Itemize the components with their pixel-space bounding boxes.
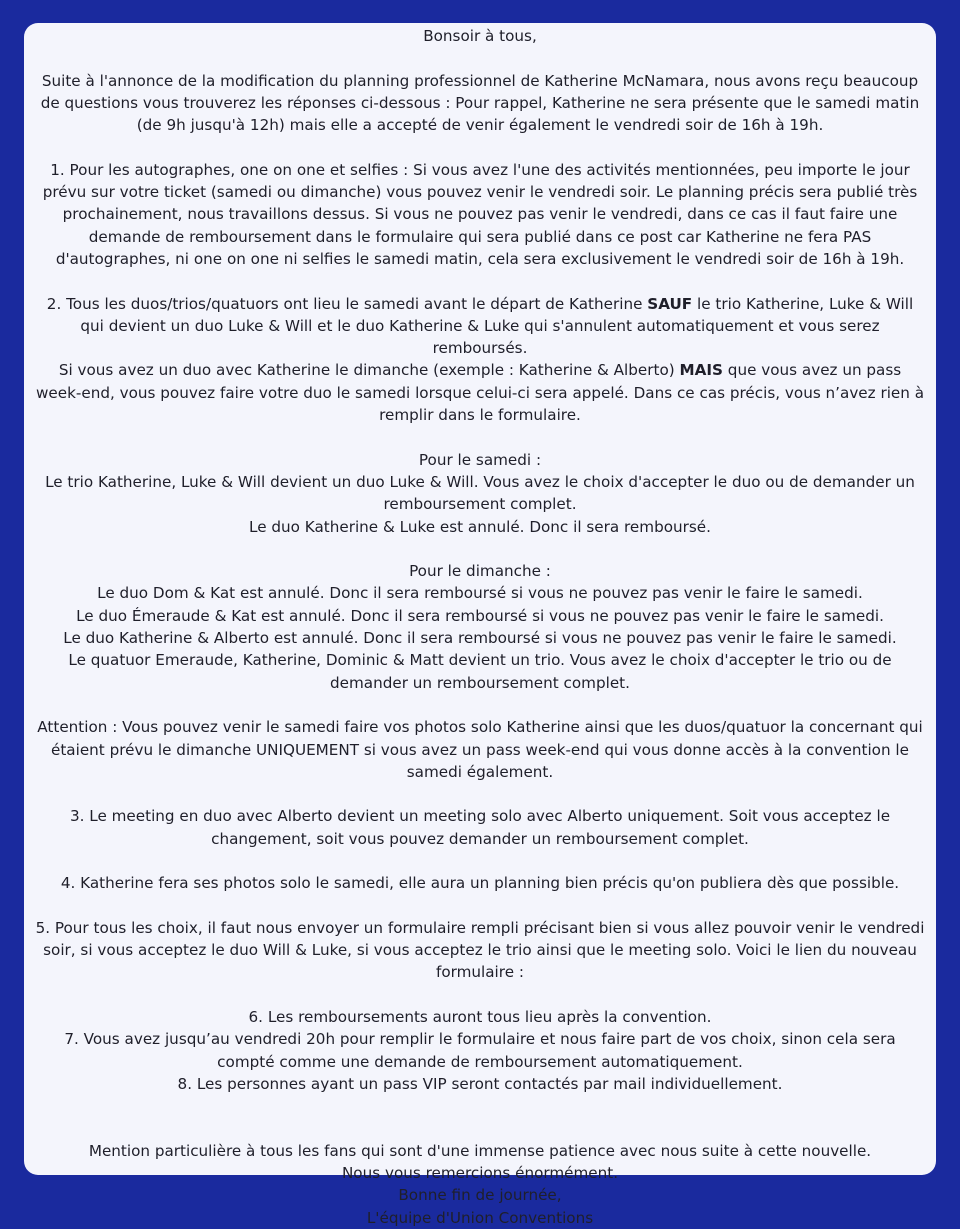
closing-line: Nous vous remercions énormément. <box>341 1164 619 1183</box>
sunday-heading: Pour le dimanche : <box>409 562 551 581</box>
closing-line: Mention particulière à tous les fans qui sont d'une immense patience avec nous suite à cette nouvelle. <box>88 1141 872 1160</box>
saturday-heading: Pour le samedi : <box>418 450 542 469</box>
point-2-text-d: que vous avez un pass week-end, vous pouvez faire votre duo le samedi lorsque celui-ci sera appelé. Dans ce cas précis, vous n’avez rien à remplir dans le formulaire. <box>35 361 925 425</box>
greeting: Bonsoir à tous, <box>423 27 537 45</box>
announcement-card <box>24 23 936 1227</box>
point-2-text-b: le trio Katherine, Luke & Will qui devient un duo Luke & Will et le duo Katherine & Luke qui s'annulent automatiquement et vous serez remboursés. <box>80 294 914 358</box>
sunday-line: Le duo Dom & Kat est annulé. Donc il sera remboursé si vous ne pouvez pas venir le faire le samedi. <box>97 584 863 603</box>
sunday-line: Le quatuor Emeraude, Katherine, Dominic & Matt devient un trio. Vous avez le choix d'accepter le trio ou de demander un remboursement complet. <box>68 651 892 692</box>
point-2-text-a: 2. Tous les duos/trios/quatuors ont lieu le samedi avant le départ de Katherine <box>46 294 648 313</box>
intro-paragraph: Suite à l'annonce de la modification du planning professionnel de Katherine McNamara, nous avons reçu beaucoup de questions vous trouverez les réponses ci-dessous : Pour rappel, Katherine ne sera présente que le samedi matin (de 9h jusqu'à 12h) mais elle a accepté de venir également le vendredi soir de 16h à 19h. <box>40 71 920 135</box>
sunday-line: Le duo Émeraude & Kat est annulé. Donc il sera remboursé si vous ne pouvez pas venir le faire le samedi. <box>76 606 884 625</box>
sunday-line: Le duo Katherine & Alberto est annulé. Donc il sera remboursé si vous ne pouvez pas venir le faire le samedi. <box>63 629 897 648</box>
attention-notice: Attention : Vous pouvez venir le samedi faire vos photos solo Katherine ainsi que les duos/quatuor la concernant qui étaient prévu le dimanche UNIQUEMENT si vous avez un pass week-end qui vous donne accès à la convention le samedi également. <box>37 718 923 781</box>
point-5: 5. Pour tous les choix, il faut nous envoyer un formulaire rempli précisant bien si vous allez pouvoir venir le vendredi soir, si vous acceptez le duo Will & Luke, si vous acceptez le trio ainsi que le meeting solo. Voici le lien du nouveau formulaire : <box>35 918 925 982</box>
point-2-weekend <box>34 359 926 426</box>
point-7: 7. Vous avez jusqu’au vendredi 20h pour remplir le formulaire et nous faire part de vos choix, sinon cela sera compté comme une demande de remboursement automatiquement. <box>64 1030 896 1071</box>
point-8: 8. Les personnes ayant un pass VIP seront contactés par mail individuellement. <box>177 1074 783 1093</box>
point-1: 1. Pour les autographes, one on one et selfies : Si vous avez l'une des activités mentionnées, peu importe le jour prévu sur votre ticket (samedi ou dimanche) vous pouvez venir le vendredi soir. Le planning précis sera publié très prochainement, nous travaillons dessus. Si vous ne pouvez pas venir le vendredi, dans ce cas il faut faire une demande de remboursement dans le formulaire qui sera publié dans ce post car Katherine ne fera PAS d'autographes, ni one on one ni selfies le samedi matin, cela sera exclusivement le vendredi soir de 16h à 19h. <box>42 160 918 268</box>
closing-line: Bonne fin de journée, <box>398 1186 562 1205</box>
point-2-text-c: Si vous avez un duo avec Katherine le dimanche (exemple : Katherine & Alberto) <box>58 361 680 380</box>
saturday-line: Le trio Katherine, Luke & Will devient un duo Luke & Will. Vous avez le choix d'accepter le duo ou de demander un remboursement complet. <box>45 472 915 514</box>
signature: L'équipe d'Union Conventions <box>366 1208 594 1227</box>
announcement-text <box>34 25 926 1229</box>
point-2-bold-sauf: SAUF <box>647 294 693 313</box>
saturday-line: Le duo Katherine & Luke est annulé. Donc il sera remboursé. <box>249 517 711 536</box>
point-2 <box>34 293 926 360</box>
point-4: 4. Katherine fera ses photos solo le samedi, elle aura un planning bien précis qu'on publiera dès que possible. <box>60 874 900 893</box>
point-3: 3. Le meeting en duo avec Alberto devient un meeting solo avec Alberto uniquement. Soit vous acceptez le changement, soit vous pouvez demander un remboursement complet. <box>69 807 891 848</box>
point-6: 6. Les remboursements auront tous lieu après la convention. <box>248 1008 712 1027</box>
point-2-bold-mais: MAIS <box>679 361 723 380</box>
